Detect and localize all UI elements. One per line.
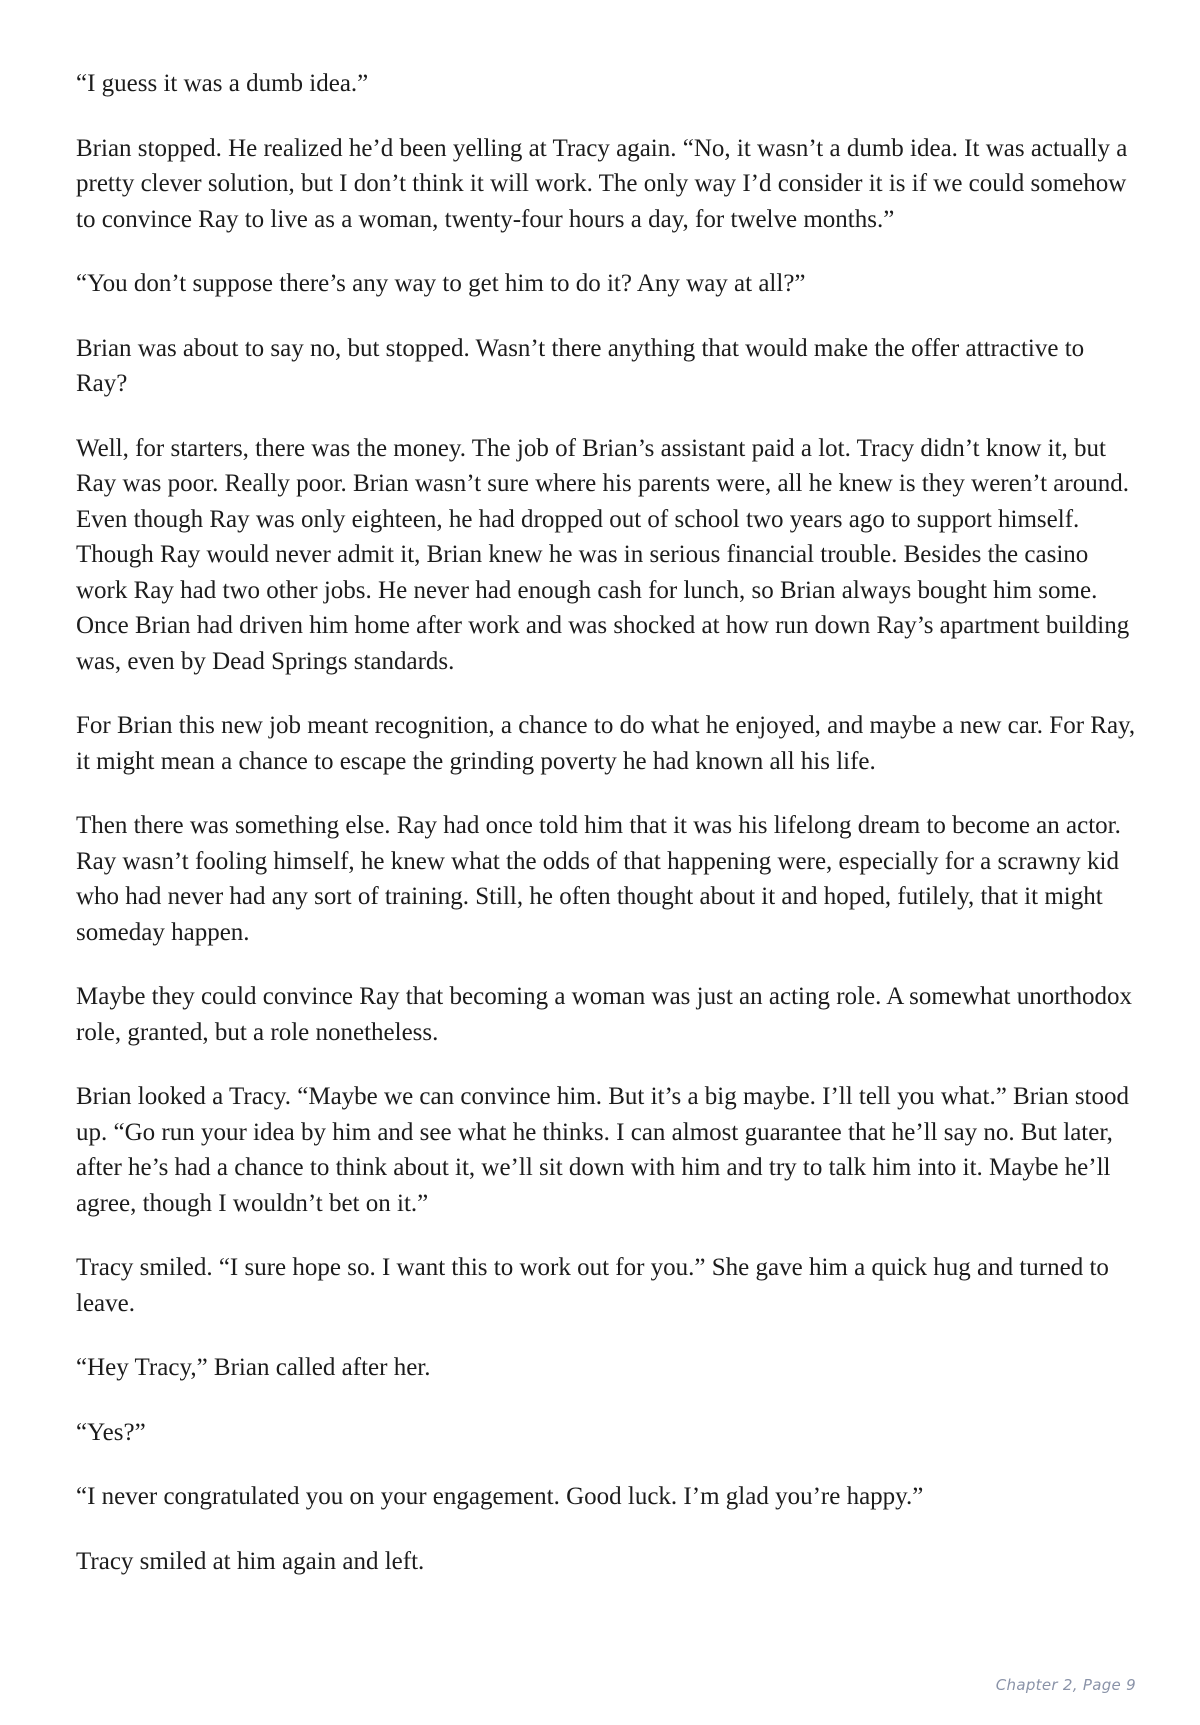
paragraph-6: For Brian this new job meant recognition, a chance to do what he enjoyed, and maybe a new car. For Ray, it might mean a chance to escape the grinding poverty he had known all his life.	[76, 712, 1136, 775]
paragraph-8: Maybe they could convince Ray that becoming a woman was just an acting role. A somewhat unorthodox role, granted, but a role nonetheless.	[76, 983, 1133, 1046]
body-text	[76, 66, 1140, 1608]
paragraph-10: Tracy smiled. “I sure hope so. I want this to work out for you.” She gave him a quick hug and turned to leave.	[76, 1254, 1109, 1317]
paragraph-7: Then there was something else. Ray had once told him that it was his lifelong dream to become an actor. Ray wasn’t fooling himself, he knew what the odds of that happening were, especially for a scrawny kid who had never had any sort of training. Still, he often thought about it and hoped, futilely, that it might someday happen.	[76, 812, 1121, 946]
paragraph-3: “You don’t suppose there’s any way to get him to do it? Any way at all?”	[76, 270, 806, 297]
paragraph-14: Tracy smiled at him again and left.	[76, 1547, 425, 1575]
paragraph-5: Well, for starters, there was the money. The job of Brian’s assistant paid a lot. Tracy didn’t know it, but Ray was poor. Really poor. Brian wasn’t sure where his parents were, all he knew is they weren’t around. Even though Ray was only eighteen, he had dropped out of school two years ago to support himself. Though Ray would never admit it, Brian knew he was in serious financial trouble. Besides the casino work Ray had two other jobs. He never had enough cash for lunch, so Brian always bought him some. Once Brian had driven him home after work and was shocked at how run down Ray’s apartment building was, even by Dead Springs standards.	[76, 434, 1130, 675]
page-footer-label: Chapter 2, Page 9	[995, 1676, 1136, 1694]
paragraph-4: Brian was about to say no, but stopped. Wasn’t there anything that would make the offer attractive to Ray?	[76, 334, 1085, 397]
paragraph-13: “I never congratulated you on your engagement. Good luck. I’m glad you’re happy.”	[76, 1483, 924, 1510]
paragraph-11: “Hey Tracy,” Brian called after her.	[76, 1354, 431, 1381]
paragraph-12: “Yes?”	[76, 1418, 146, 1446]
paragraph-9: Brian looked a Tracy. “Maybe we can convince him. But it’s a big maybe. I’ll tell you what.” Brian stood up. “Go run your idea by him and see what he thinks. I can almost guarantee that he’ll say no. But later, after he’s had a chance to think about it, we’ll sit down with him and try to talk him into it. Maybe he’ll agree, though I wouldn’t bet on it.”	[76, 1083, 1130, 1217]
paragraph-2: Brian stopped. He realized he’d been yelling at Tracy again. “No, it wasn’t a dumb idea. It was actually a pretty clever solution, but I don’t think it will work. The only way I’d consider it is if we could somehow to convince Ray to live as a woman, twenty-four hours a day, for twelve months.”	[76, 134, 1128, 233]
paragraph-1: “I guess it was a dumb idea.”	[76, 70, 369, 97]
